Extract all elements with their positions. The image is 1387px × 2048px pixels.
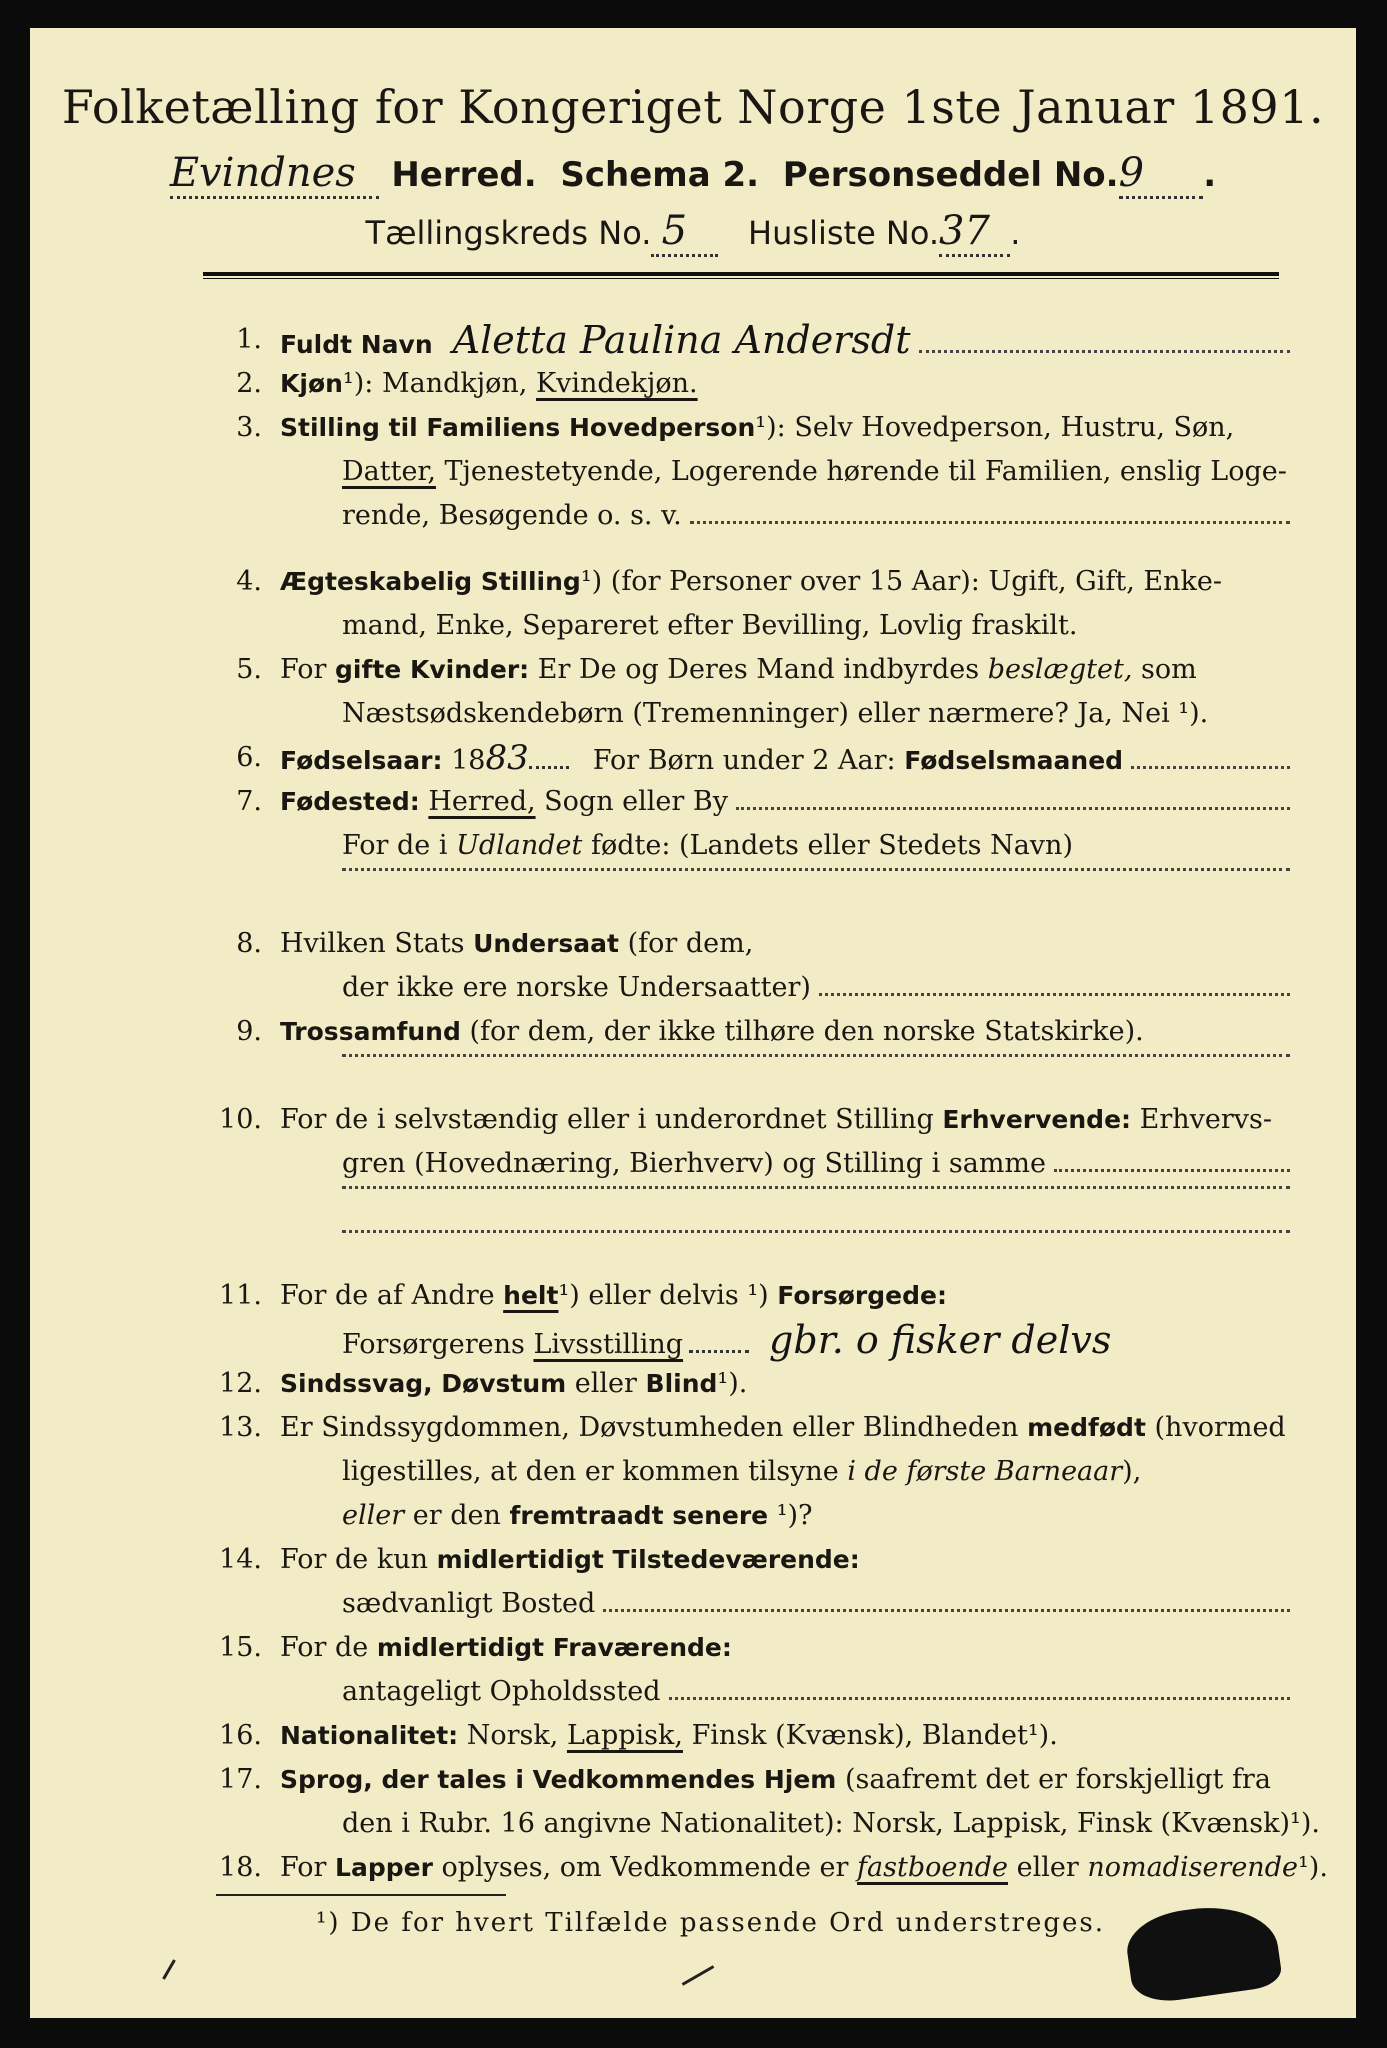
nationalitet-options: Finsk (Kvænsk), Blandet¹). xyxy=(691,1720,1058,1751)
q6-text: For Børn under 2 Aar: xyxy=(592,745,896,776)
barneaar-text: i de første Barneaar xyxy=(847,1456,1123,1487)
q13-prefix: Er Sindssygdommen, Døvstumheden eller Blindheden xyxy=(280,1412,1019,1443)
herred-handwriting: Evindnes xyxy=(169,150,356,196)
nomadiserende-option: nomadiserende xyxy=(1087,1852,1298,1883)
q10-text-2: gren (Hovednæring, Bierhverv) og Stilling i samme xyxy=(342,1148,1047,1179)
bosted-text: sædvanligt Bosted xyxy=(342,1588,596,1619)
item-number: 5. xyxy=(236,654,262,685)
husliste-label: Husliste No. xyxy=(748,214,940,252)
undersaat-fill-line xyxy=(819,993,1290,996)
q13-text-3: er den xyxy=(412,1500,501,1531)
herred-option: Herred, xyxy=(428,786,536,817)
q9-text: (for dem, der ikke tilhøre den norske Statskirke). xyxy=(469,1016,1144,1047)
name-fill-line xyxy=(919,350,1291,353)
item-number: 6. xyxy=(236,742,262,773)
stilling-options: Selv Hovedperson, Hustru, Søn, xyxy=(794,412,1235,443)
q13-text: (hvormed xyxy=(1154,1412,1286,1443)
q13-text-2-end: ), xyxy=(1122,1456,1142,1487)
norsk-option: Norsk, xyxy=(466,1720,559,1751)
stilling-label: Stilling til Familiens Hovedperson xyxy=(280,413,756,442)
q10-text: Erhvervs- xyxy=(1139,1104,1273,1135)
q13-text-2: ligestilles, at den er kommen tilsyne xyxy=(342,1456,839,1487)
footnote-ref: ¹). xyxy=(717,1368,748,1399)
q18-prefix: For xyxy=(280,1852,327,1883)
herred-label: Herred. xyxy=(391,155,537,195)
fodselsmaaned-fill-line xyxy=(1131,766,1290,769)
livsstilling-dots xyxy=(689,1350,749,1353)
footnote-ref: ¹)? xyxy=(776,1500,813,1531)
lapper-label: Lapper xyxy=(335,1853,433,1882)
kreds-label: Tællingskreds No. xyxy=(365,214,652,252)
q8-text: (for dem, xyxy=(627,928,754,959)
mandkjon-option: Mandkjøn, xyxy=(381,368,528,399)
q5-text: Er De og Deres Mand indbyrdes xyxy=(537,654,980,685)
footnote-ref: ¹): xyxy=(342,368,374,399)
trossamfund-fill-line xyxy=(342,1054,1290,1057)
gifte-kvinder-label: gifte Kvinder: xyxy=(335,655,530,684)
erhverv-fill-line-2 xyxy=(342,1186,1290,1189)
name-handwriting: Aletta Paulina Andersdt xyxy=(452,318,911,362)
q18-text: oplyses, om Vedkommende er xyxy=(441,1852,849,1883)
form-title: Folketælling for Kongeriget Norge 1ste Januar 1891. xyxy=(61,80,1325,134)
husliste-handwriting: 37 xyxy=(939,208,990,254)
header-rule xyxy=(203,272,1279,279)
kreds-line: Tællingskreds No. 5 Husliste No.37 . xyxy=(30,208,1356,257)
undersaat-label: Undersaat xyxy=(473,929,619,958)
udlandet-text: Udlandet xyxy=(456,830,583,861)
item-number: 15. xyxy=(219,1632,262,1663)
nationalitet-label: Nationalitet: xyxy=(280,1721,459,1750)
census-form xyxy=(30,28,1356,2018)
fravaerende-label: midlertidigt Fraværende: xyxy=(376,1633,732,1662)
kvindekjon-option: Kvindekjøn. xyxy=(535,368,698,399)
fremtraadt-label: fremtraadt senere xyxy=(509,1501,769,1530)
ink-blot xyxy=(1123,1898,1284,2006)
q17-text: (saafremt det er forskjelligt fra xyxy=(844,1764,1271,1795)
item-number: 8. xyxy=(236,928,262,959)
item-number: 7. xyxy=(236,786,262,817)
erhvervende-label: Erhvervende: xyxy=(942,1105,1132,1134)
footnote-ref: ¹). xyxy=(1297,1852,1328,1883)
item-number: 4. xyxy=(236,566,262,597)
q18-text-2: eller xyxy=(1016,1852,1079,1883)
q11-text: ¹) eller delvis ¹) xyxy=(558,1280,769,1311)
aegteskab-options-2: mand, Enke, Separeret efter Bevilling, Lovlig fraskilt. xyxy=(342,610,1078,641)
item-number: 17. xyxy=(219,1764,262,1795)
q5-text-2: Næstsødskendebørn (Tremenninger) eller nærmere? Ja, Nei ¹). xyxy=(342,698,1209,729)
opholdssted-text: antageligt Opholdssted xyxy=(342,1676,661,1707)
fodselsaar-label: Fødselsaar: xyxy=(280,746,443,775)
q14-prefix: For de kun xyxy=(280,1544,428,1575)
item-number: 13. xyxy=(219,1412,262,1443)
beslaegtet-text: beslægtet, xyxy=(987,654,1133,685)
item-number: 16. xyxy=(219,1720,262,1751)
item-number: 14. xyxy=(219,1544,262,1575)
schema-label: Schema 2. xyxy=(560,155,760,195)
item-number: 11. xyxy=(219,1280,262,1311)
personseddel-handwriting: 9 xyxy=(1118,150,1145,196)
livsstilling-handwriting: gbr. o fisker delvs xyxy=(769,1318,1112,1362)
kjon-label: Kjøn xyxy=(280,369,343,398)
birth-year-handwriting: 83 xyxy=(485,738,529,778)
blind-label: Blind xyxy=(645,1369,718,1398)
lappisk-option: Lappisk, xyxy=(566,1720,683,1751)
personseddel-label: Personseddel No. xyxy=(782,155,1119,195)
q17-text-2: den i Rubr. 16 angivne Nationalitet): Norsk, Lappisk, Finsk (Kvænsk)¹). xyxy=(342,1808,1320,1839)
forsorgerens-text: Forsørgerens xyxy=(342,1329,525,1360)
erhverv-fill-line-3 xyxy=(342,1230,1290,1233)
fastboende-option: fastboende xyxy=(857,1852,1008,1883)
q11-prefix: For de af Andre xyxy=(280,1280,495,1311)
opholdssted-fill-line xyxy=(669,1697,1291,1700)
aegteskab-label: Ægteskabelig Stilling xyxy=(280,567,581,596)
sogn-option: Sogn eller By xyxy=(544,786,728,817)
footnote-ref: ¹) xyxy=(580,566,603,597)
item-number: 2. xyxy=(236,368,262,399)
q8-prefix: Hvilken Stats xyxy=(280,928,465,959)
sindssvag-label: Sindssvag, Døvstum xyxy=(280,1369,567,1398)
item-number: 1. xyxy=(236,324,262,355)
q10-prefix: For de i selvstændig eller i underordnet Stilling xyxy=(280,1104,934,1135)
sprog-label: Sprog, der tales i Vedkommendes Hjem xyxy=(280,1765,837,1794)
footnote-rule xyxy=(216,1894,506,1896)
q5-prefix: For xyxy=(280,654,327,685)
year-dots xyxy=(529,766,569,769)
year-prefix: 18 xyxy=(451,745,486,776)
bosted-fill-line xyxy=(603,1609,1290,1612)
datter-option: Datter, xyxy=(342,456,436,487)
herred-line: Evindnes Herred. Schema 2. Personseddel No.9 . xyxy=(30,150,1356,199)
q5-text-end: som xyxy=(1141,654,1197,685)
personseddel-field xyxy=(1119,150,1204,199)
ink-mark xyxy=(682,1965,715,1986)
fuldt-navn-label: Fuldt Navn xyxy=(280,330,433,359)
medfodt-label: medfødt xyxy=(1027,1413,1146,1442)
udland-fill-line xyxy=(342,868,1290,871)
erhverv-fill-line-1 xyxy=(1054,1169,1290,1172)
husliste-field xyxy=(939,208,1010,257)
herred-field xyxy=(170,150,380,199)
fodested-label: Fødested: xyxy=(280,787,420,816)
item-number: 12. xyxy=(219,1368,262,1399)
kreds-handwriting: 5 xyxy=(661,208,688,254)
item-number: 10. xyxy=(219,1104,262,1135)
stilling-options-2: Tjenestetyende, Logerende hørende til Familien, enslig Loge- xyxy=(444,456,1287,487)
helt-option: helt xyxy=(503,1281,559,1310)
footnote: ¹) De for hvert Tilfælde passende Ord understreges. xyxy=(316,1908,1106,1938)
tilstedevaerende-label: midlertidigt Tilstedeværende: xyxy=(436,1545,860,1574)
aegteskab-options: (for Personer over 15 Aar): Ugift, Gift, Enke- xyxy=(610,566,1222,597)
q7-text: For de i xyxy=(342,830,448,861)
q15-prefix: For de xyxy=(280,1632,369,1663)
stilling-fill-line xyxy=(690,521,1290,524)
livsstilling-text: Livsstilling xyxy=(533,1329,684,1360)
forsorgede-label: Forsørgede: xyxy=(777,1281,947,1310)
item-number: 18. xyxy=(219,1852,262,1883)
fodselsmaaned-label: Fødselsmaaned xyxy=(904,746,1124,775)
fodested-fill-line xyxy=(736,807,1290,810)
item-number: 3. xyxy=(236,412,262,443)
trossamfund-label: Trossamfund xyxy=(280,1017,461,1046)
eller-text: eller xyxy=(342,1500,405,1531)
q12-text: eller xyxy=(574,1368,637,1399)
stilling-options-3: rende, Besøgende o. s. v. xyxy=(342,500,682,531)
q7-text-2: fødte: (Landets eller Stedets Navn) xyxy=(590,830,1073,861)
item-number: 9. xyxy=(236,1016,262,1047)
ink-mark xyxy=(162,1959,176,1980)
kreds-field xyxy=(651,208,717,257)
q8-text-2: der ikke ere norske Undersaatter) xyxy=(342,972,811,1003)
footnote-ref: ¹): xyxy=(755,412,786,443)
